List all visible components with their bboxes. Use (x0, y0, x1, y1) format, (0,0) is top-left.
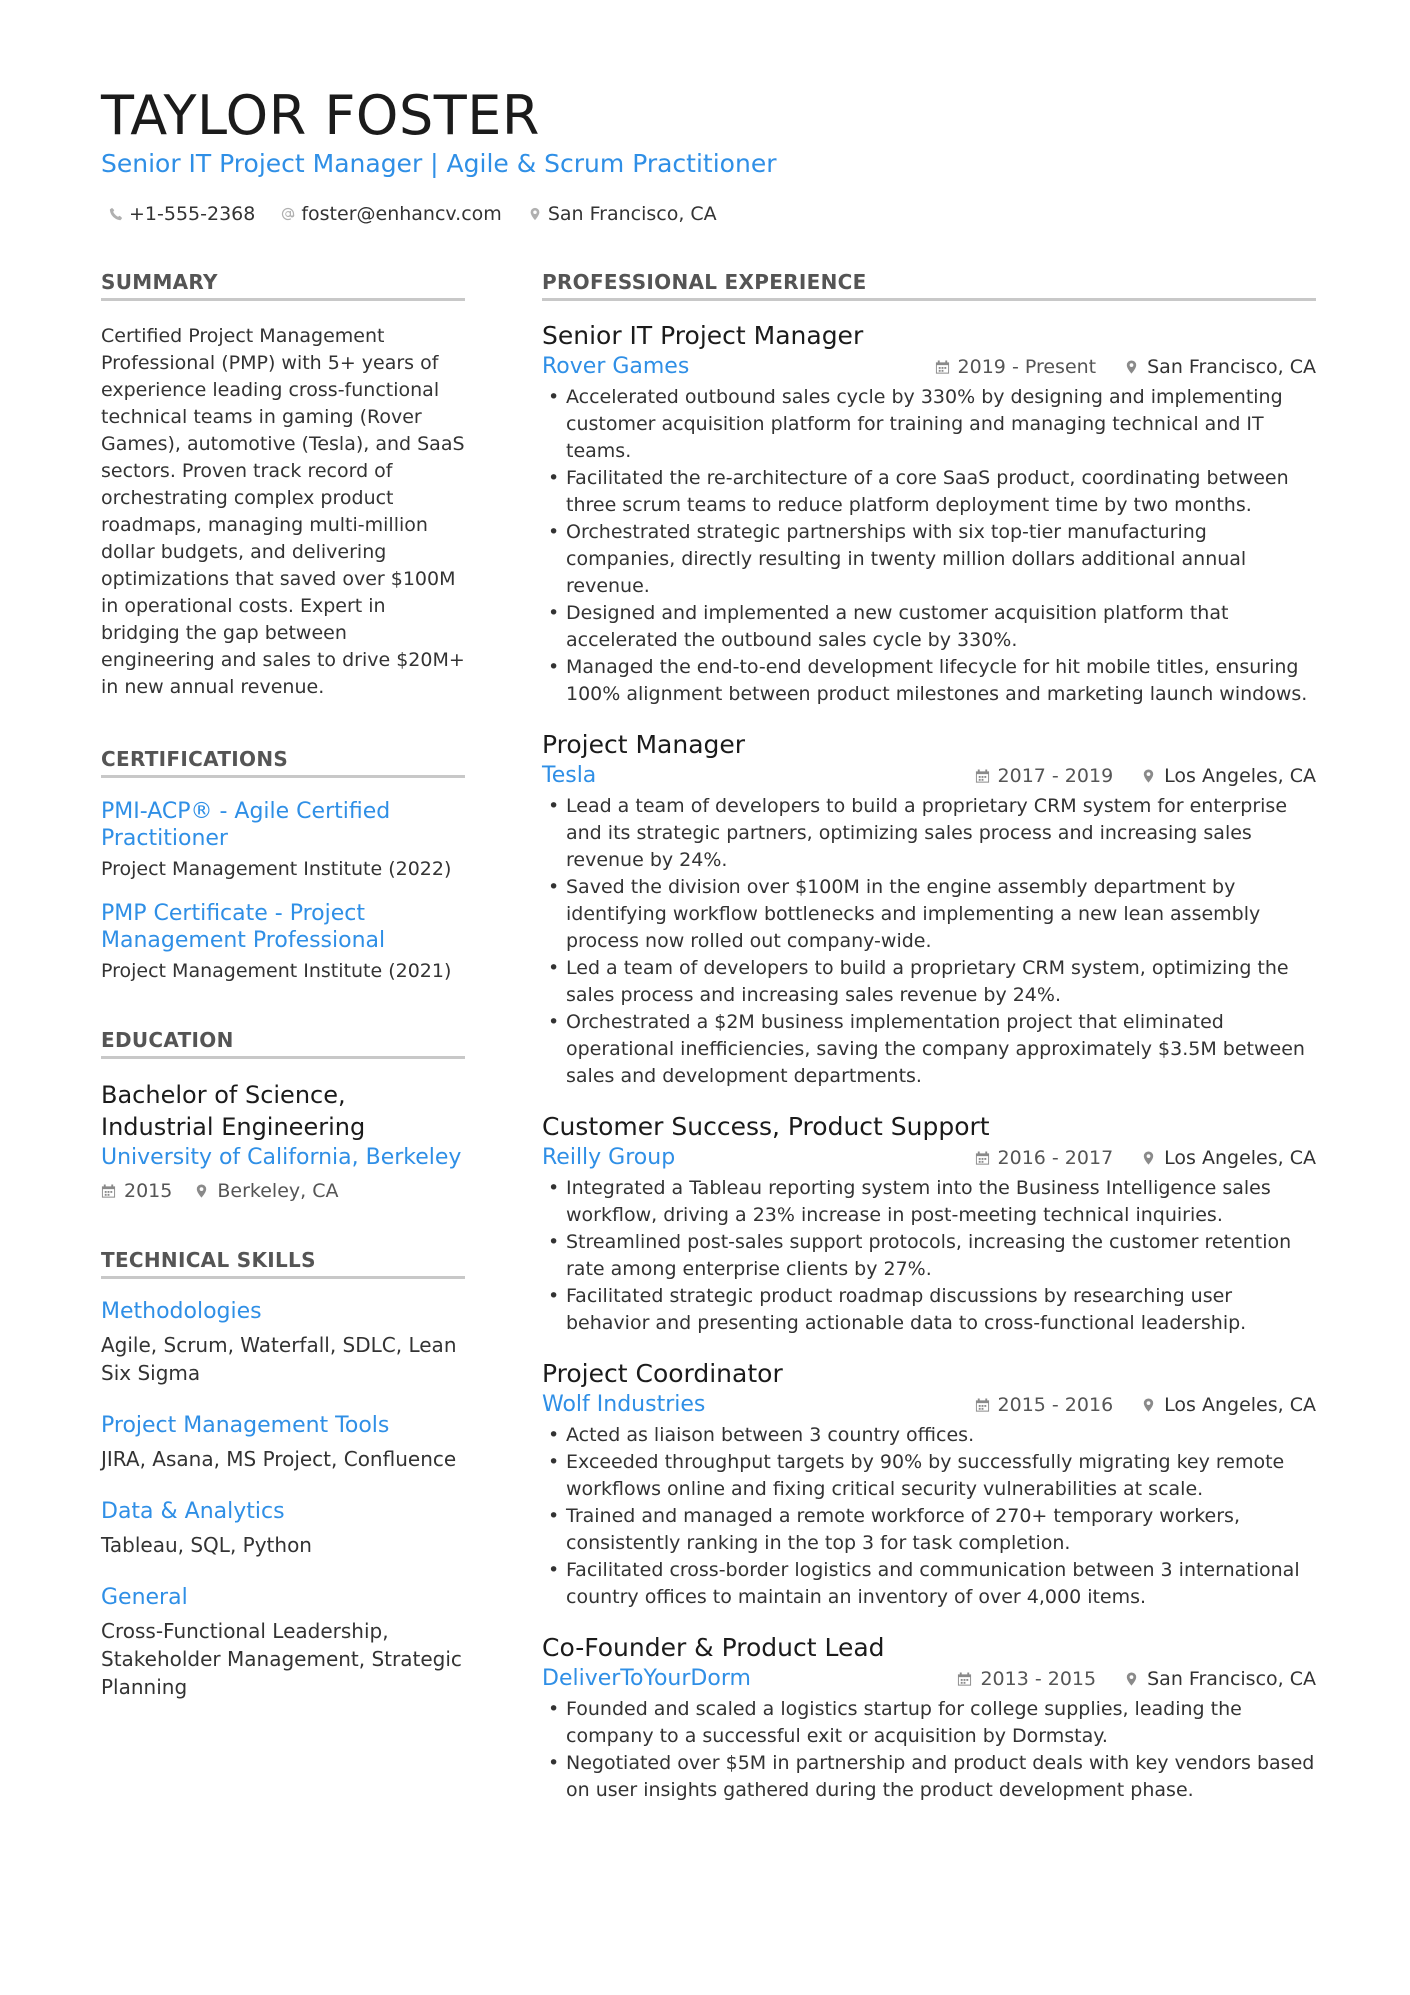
contact-email[interactable] (281, 203, 501, 225)
left-column (101, 270, 465, 1701)
job-location (1141, 765, 1316, 787)
calendar-icon (935, 359, 950, 375)
skill-group-list: Tableau, SQL, Python (101, 1533, 312, 1557)
job-bullets (542, 1696, 1316, 1804)
education-degree: Bachelor of Science, Industrial Engineering (101, 1081, 366, 1141)
job-dates-text: 2015 - 2016 (997, 1393, 1114, 1416)
education-year-text: 2015 (124, 1180, 173, 1202)
job-location-text: San Francisco, CA (1147, 355, 1316, 378)
job-subheader (542, 1666, 1316, 1691)
job-title: Co-Founder & Product Lead (542, 1633, 885, 1662)
certification-name: PMP Certificate - Project Management Professional (101, 901, 386, 953)
calendar-icon (957, 1671, 972, 1687)
job-subheader (542, 763, 1316, 788)
summary-heading: SUMMARY (101, 270, 465, 301)
job-company: Wolf Industries (542, 1392, 706, 1417)
job-meta (935, 356, 1316, 378)
education-year (101, 1180, 172, 1202)
map-pin-icon (528, 207, 542, 221)
skill-group-list: Cross-Functional Leadership, Stakeholder Management, Strategic Planning (101, 1619, 462, 1699)
education-heading: EDUCATION (101, 1028, 465, 1059)
certifications-heading: CERTIFICATIONS (101, 747, 465, 778)
skill-group (101, 1499, 465, 1559)
certification-item (101, 900, 465, 982)
job-entry (542, 730, 1316, 1090)
job-bullets (542, 384, 1316, 708)
job-bullet: • Orchestrated a $2M business implementation project that eliminated operational inefficiencies, saving the company approximately $3.5M between sales and development departments. (542, 1009, 1316, 1090)
job-bullets (542, 1175, 1316, 1337)
job-bullet: • Lead a team of developers to build a proprietary CRM system for enterprise and its strategic partners, optimizing sales process and increasing sales revenue by 24%. (542, 793, 1316, 874)
job-location (1141, 1147, 1316, 1169)
job-dates (975, 765, 1114, 787)
calendar-icon (975, 768, 990, 784)
phone-text: +1-555-2368 (129, 203, 256, 225)
skills-heading: TECHNICAL SKILLS (101, 1248, 465, 1279)
experience-heading: PROFESSIONAL EXPERIENCE (542, 270, 1316, 301)
map-pin-icon (1124, 1671, 1139, 1687)
map-pin-icon (1141, 1397, 1156, 1413)
certification-item (101, 798, 465, 880)
job-bullet: • Managed the end-to-end development lifecycle for hit mobile titles, ensuring 100% alignment between product milestones and marketing launch windows. (542, 654, 1316, 708)
job-bullet: • Trained and managed a remote workforce of 270+ temporary workers, consistently ranking in the top 3 for task completion. (542, 1503, 1316, 1557)
phone-icon (109, 207, 123, 221)
calendar-icon (101, 1183, 116, 1199)
map-pin-icon (194, 1183, 209, 1199)
email-text: foster@enhancv.com (301, 203, 502, 225)
skills-section (101, 1248, 465, 1701)
job-bullet: • Exceeded throughput targets by 90% by successfully migrating key remote workflows online and fixing critical security vulnerabilities at scale. (542, 1449, 1316, 1503)
job-location (1124, 356, 1316, 378)
job-bullet: • Saved the division over $100M in the engine assembly department by identifying workflow bottlenecks and implementing a new lean assembly process now rolled out company-wide. (542, 874, 1316, 955)
job-title: Customer Success, Product Support (542, 1112, 990, 1141)
job-entry (542, 321, 1316, 708)
job-company: Reilly Group (542, 1145, 676, 1170)
job-location-text: San Francisco, CA (1147, 1667, 1316, 1690)
education-location (194, 1180, 338, 1202)
job-dates-text: 2013 - 2015 (980, 1667, 1097, 1690)
job-bullet: • Designed and implemented a new customer acquisition platform that accelerated the outbound sales cycle by 330%. (542, 600, 1316, 654)
job-company: DeliverToYourDorm (542, 1666, 751, 1691)
candidate-title: Senior IT Project Manager | Agile & Scrum Practitioner (101, 149, 777, 178)
job-location-text: Los Angeles, CA (1164, 764, 1316, 787)
job-meta (975, 1147, 1316, 1169)
job-dates-text: 2019 - Present (957, 355, 1097, 378)
certifications-section (101, 747, 465, 982)
job-bullet: • Led a team of developers to build a proprietary CRM system, optimizing the sales process and increasing sales revenue by 24%. (542, 955, 1316, 1009)
job-title: Senior IT Project Manager (542, 321, 864, 350)
job-bullets (542, 1422, 1316, 1611)
job-subheader (542, 1392, 1316, 1417)
job-company: Rover Games (542, 354, 690, 379)
job-entry (542, 1112, 1316, 1337)
job-location-text: Los Angeles, CA (1164, 1393, 1316, 1416)
job-title: Project Manager (542, 730, 746, 759)
job-bullet: • Accelerated outbound sales cycle by 330% by designing and implementing customer acquisition platform for training and managing technical and IT teams. (542, 384, 1316, 465)
job-dates (975, 1394, 1114, 1416)
map-pin-icon (1124, 359, 1139, 375)
job-subheader (542, 354, 1316, 379)
job-meta (975, 765, 1316, 787)
skill-group-title: Methodologies (101, 1299, 262, 1324)
education-section (101, 1028, 465, 1202)
skill-group-list: JIRA, Asana, MS Project, Confluence (101, 1447, 457, 1471)
job-bullet: • Facilitated the re-architecture of a core SaaS product, coordinating between three scrum teams to reduce platform deployment time by two months. (542, 465, 1316, 519)
summary-section (101, 270, 465, 701)
job-title: Project Coordinator (542, 1359, 783, 1388)
job-dates (935, 356, 1097, 378)
education-location-text: Berkeley, CA (217, 1180, 339, 1202)
certification-name: PMI-ACP® - Agile Certified Practitioner (101, 799, 391, 851)
job-meta (957, 1668, 1316, 1690)
job-bullets (542, 793, 1316, 1090)
summary-text: Certified Project Management Professional (PMP) with 5+ years of experience leading cross-functional technical teams in gaming (Rover Games), automotive (Tesla), and SaaS sectors. Proven track record of orchestrating complex product roadmaps, managing multi-million dollar budgets, and delivering optimizations that saved over $100M in operational costs. Expert in bridging the gap between engineering and sales to drive $20M+ in new annual revenue. (101, 325, 465, 698)
education-school: University of California, Berkeley (101, 1145, 462, 1170)
location-text: San Francisco, CA (547, 203, 717, 225)
job-meta (975, 1394, 1316, 1416)
job-bullet: • Facilitated cross-border logistics and communication between 3 international country offices to maintain an inventory of over 4,000 items. (542, 1557, 1316, 1611)
job-location (1141, 1394, 1316, 1416)
right-column (542, 270, 1316, 1804)
job-dates (975, 1147, 1114, 1169)
job-bullet: • Integrated a Tableau reporting system into the Business Intelligence sales workflow, driving a 23% increase in post-meeting technical inquiries. (542, 1175, 1316, 1229)
skill-group-list: Agile, Scrum, Waterfall, SDLC, Lean Six Sigma (101, 1333, 457, 1385)
job-bullet: • Orchestrated strategic partnerships with six top-tier manufacturing companies, directly resulting in twenty million dollars additional annual revenue. (542, 519, 1316, 600)
job-location (1124, 1668, 1316, 1690)
skill-group (101, 1585, 465, 1701)
education-meta (101, 1180, 465, 1202)
job-bullet: • Negotiated over $5M in partnership and product deals with key vendors based on user insights gathered during the product development phase. (542, 1750, 1316, 1804)
job-company: Tesla (542, 763, 597, 788)
skill-group-title: Project Management Tools (101, 1413, 390, 1438)
job-bullet: • Acted as liaison between 3 country offices. (542, 1422, 1316, 1449)
contact-location (528, 203, 717, 225)
job-subheader (542, 1145, 1316, 1170)
experience-list (542, 321, 1316, 1804)
job-dates-text: 2016 - 2017 (997, 1146, 1114, 1169)
job-dates (957, 1668, 1096, 1690)
skill-group (101, 1413, 465, 1473)
map-pin-icon (1141, 768, 1156, 784)
job-bullet: • Streamlined post-sales support protocols, increasing the customer retention rate among enterprise clients by 27%. (542, 1229, 1316, 1283)
calendar-icon (975, 1397, 990, 1413)
at-icon (281, 207, 295, 221)
certification-org: Project Management Institute (2021) (101, 960, 452, 982)
skill-group (101, 1299, 465, 1387)
skill-group-title: Data & Analytics (101, 1499, 285, 1524)
job-entry (542, 1359, 1316, 1611)
certification-org: Project Management Institute (2022) (101, 858, 452, 880)
candidate-name: TAYLOR FOSTER (101, 84, 540, 147)
job-bullet: • Facilitated strategic product roadmap discussions by researching user behavior and presenting actionable data to cross-functional leadership. (542, 1283, 1316, 1337)
calendar-icon (975, 1150, 990, 1166)
map-pin-icon (1141, 1150, 1156, 1166)
skill-group-title: General (101, 1585, 188, 1610)
contact-row (109, 203, 717, 225)
job-entry (542, 1633, 1316, 1804)
contact-phone[interactable] (109, 203, 255, 225)
job-bullet: • Founded and scaled a logistics startup for college supplies, leading the company to a successful exit or acquisition by Dormstay. (542, 1696, 1316, 1750)
job-location-text: Los Angeles, CA (1164, 1146, 1316, 1169)
job-dates-text: 2017 - 2019 (997, 764, 1114, 787)
